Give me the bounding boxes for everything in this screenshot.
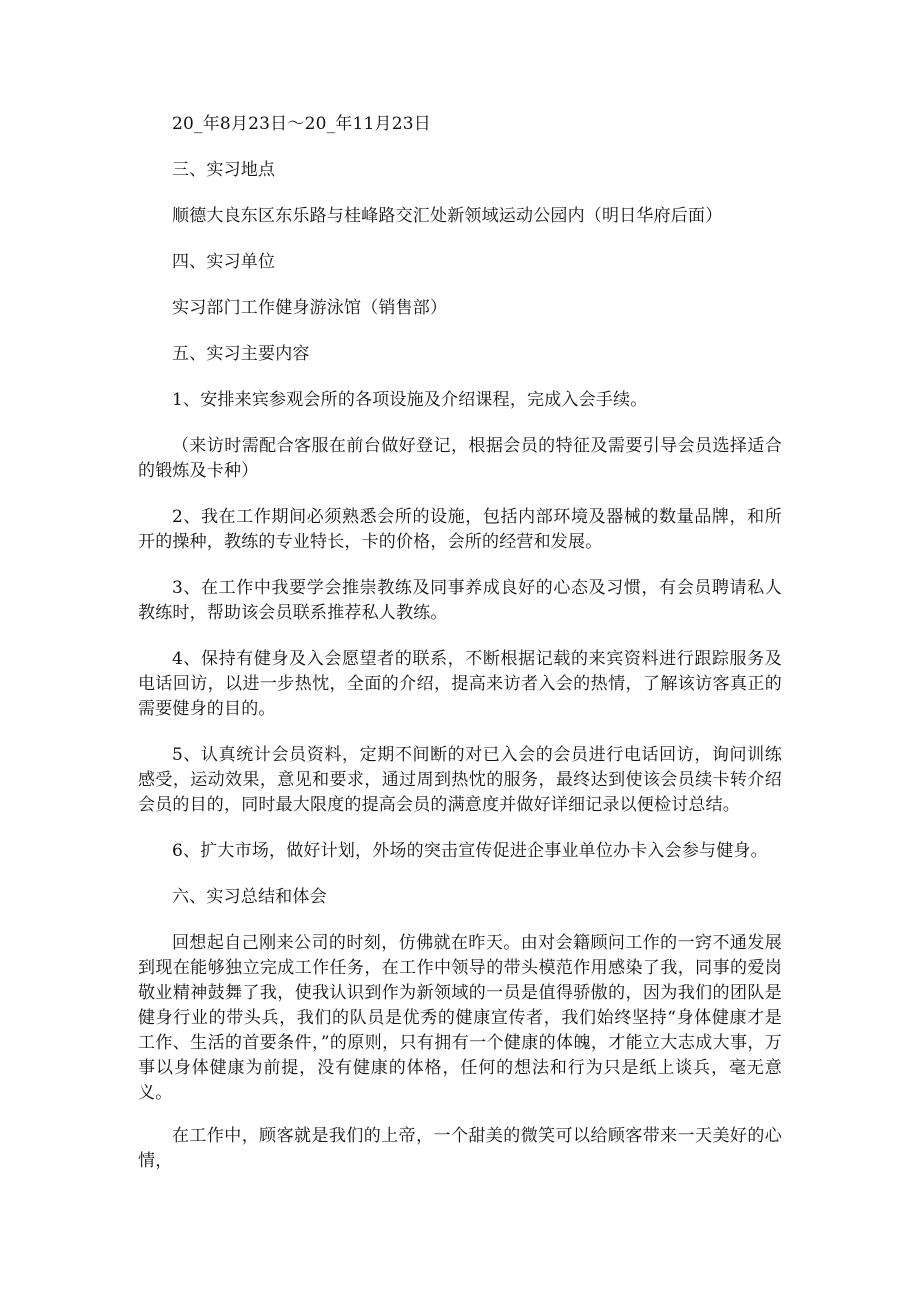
section-heading-unit: 四、实习单位	[172, 252, 276, 272]
section-heading-summary: 六、实习总结和体会	[172, 887, 327, 907]
content-item-1-note: （来访时需配合客服在前台做好登记，根据会员的特征及需要引导会员选择适合的锻炼及卡种）	[138, 436, 782, 481]
content-item-3: 3、在工作中我要学会推崇教练及同事养成良好的心态及习惯，有会员聘请私人教练时，帮助该会员联系推荐私人教练。	[138, 578, 782, 623]
section-heading-content: 五、实习主要内容	[172, 344, 310, 364]
content-item-4: 4、保持有健身及入会愿望者的联系，不断根据记载的来宾资料进行跟踪服务及电话回访，以进一步热忱，全面的介绍，提高来访者入会的热情，了解该访客真正的需要健身的目的。	[138, 649, 782, 719]
content-item-2: 2、我在工作期间必须熟悉会所的设施，包括内部环境及器械的数量品牌，和所开的操种，教练的专业特长，卡的价格，会所的经营和发展。	[138, 507, 782, 552]
content-item-6: 6、扩大市场，做好计划，外场的突击宣传促进企事业单位办卡入会参与健身。	[172, 841, 768, 861]
document-body	[138, 112, 782, 1174]
content-item-1: 1、安排来宾参观会所的各项设施及介绍课程，完成入会手续。	[172, 390, 648, 410]
summary-paragraph-2: 在工作中，顾客就是我们的上帝，一个甜美的微笑可以给顾客带来一天美好的心情，	[138, 1126, 782, 1171]
internship-unit: 实习部门工作健身游泳馆（销售部）	[172, 298, 448, 318]
section-heading-location: 三、实习地点	[172, 160, 276, 180]
summary-paragraph-1: 回想起自己刚来公司的时刻，仿佛就在昨天。由对会籍顾问工作的一窍不通发展到现在能够独立完成工作任务，在工作中领导的带头模范作用感染了我，同事的爱岗敬业精神鼓舞了我，使我认识到作为新领域的一员是值得骄傲的，因为我们的团队是健身行业的带头兵，我们的队员是优秀的健康宣传者，我们始终坚持“身体健康才是工作、生活的首要条件，”的原则，只有拥有一个健康的体魄，才能立大志成大事，万事以身体健康为前提，没有健康的体格，任何的想法和行为只是纸上谈兵，毫无意义。	[138, 933, 782, 1103]
content-item-5: 5、认真统计会员资料，定期不间断的对已入会的会员进行电话回访，询问训练感受，运动效果，意见和要求，通过周到热忱的服务，最终达到使该会员续卡转介绍会员的目的，同时最大限度的提高会员的满意度并做好详细记录以便检讨总结。	[138, 745, 782, 815]
internship-period: 20_年8月23日～20_年11月23日	[172, 114, 431, 134]
internship-location: 顺德大良东区东乐路与桂峰路交汇处新领域运动公园内（明日华府后面）	[172, 206, 723, 226]
